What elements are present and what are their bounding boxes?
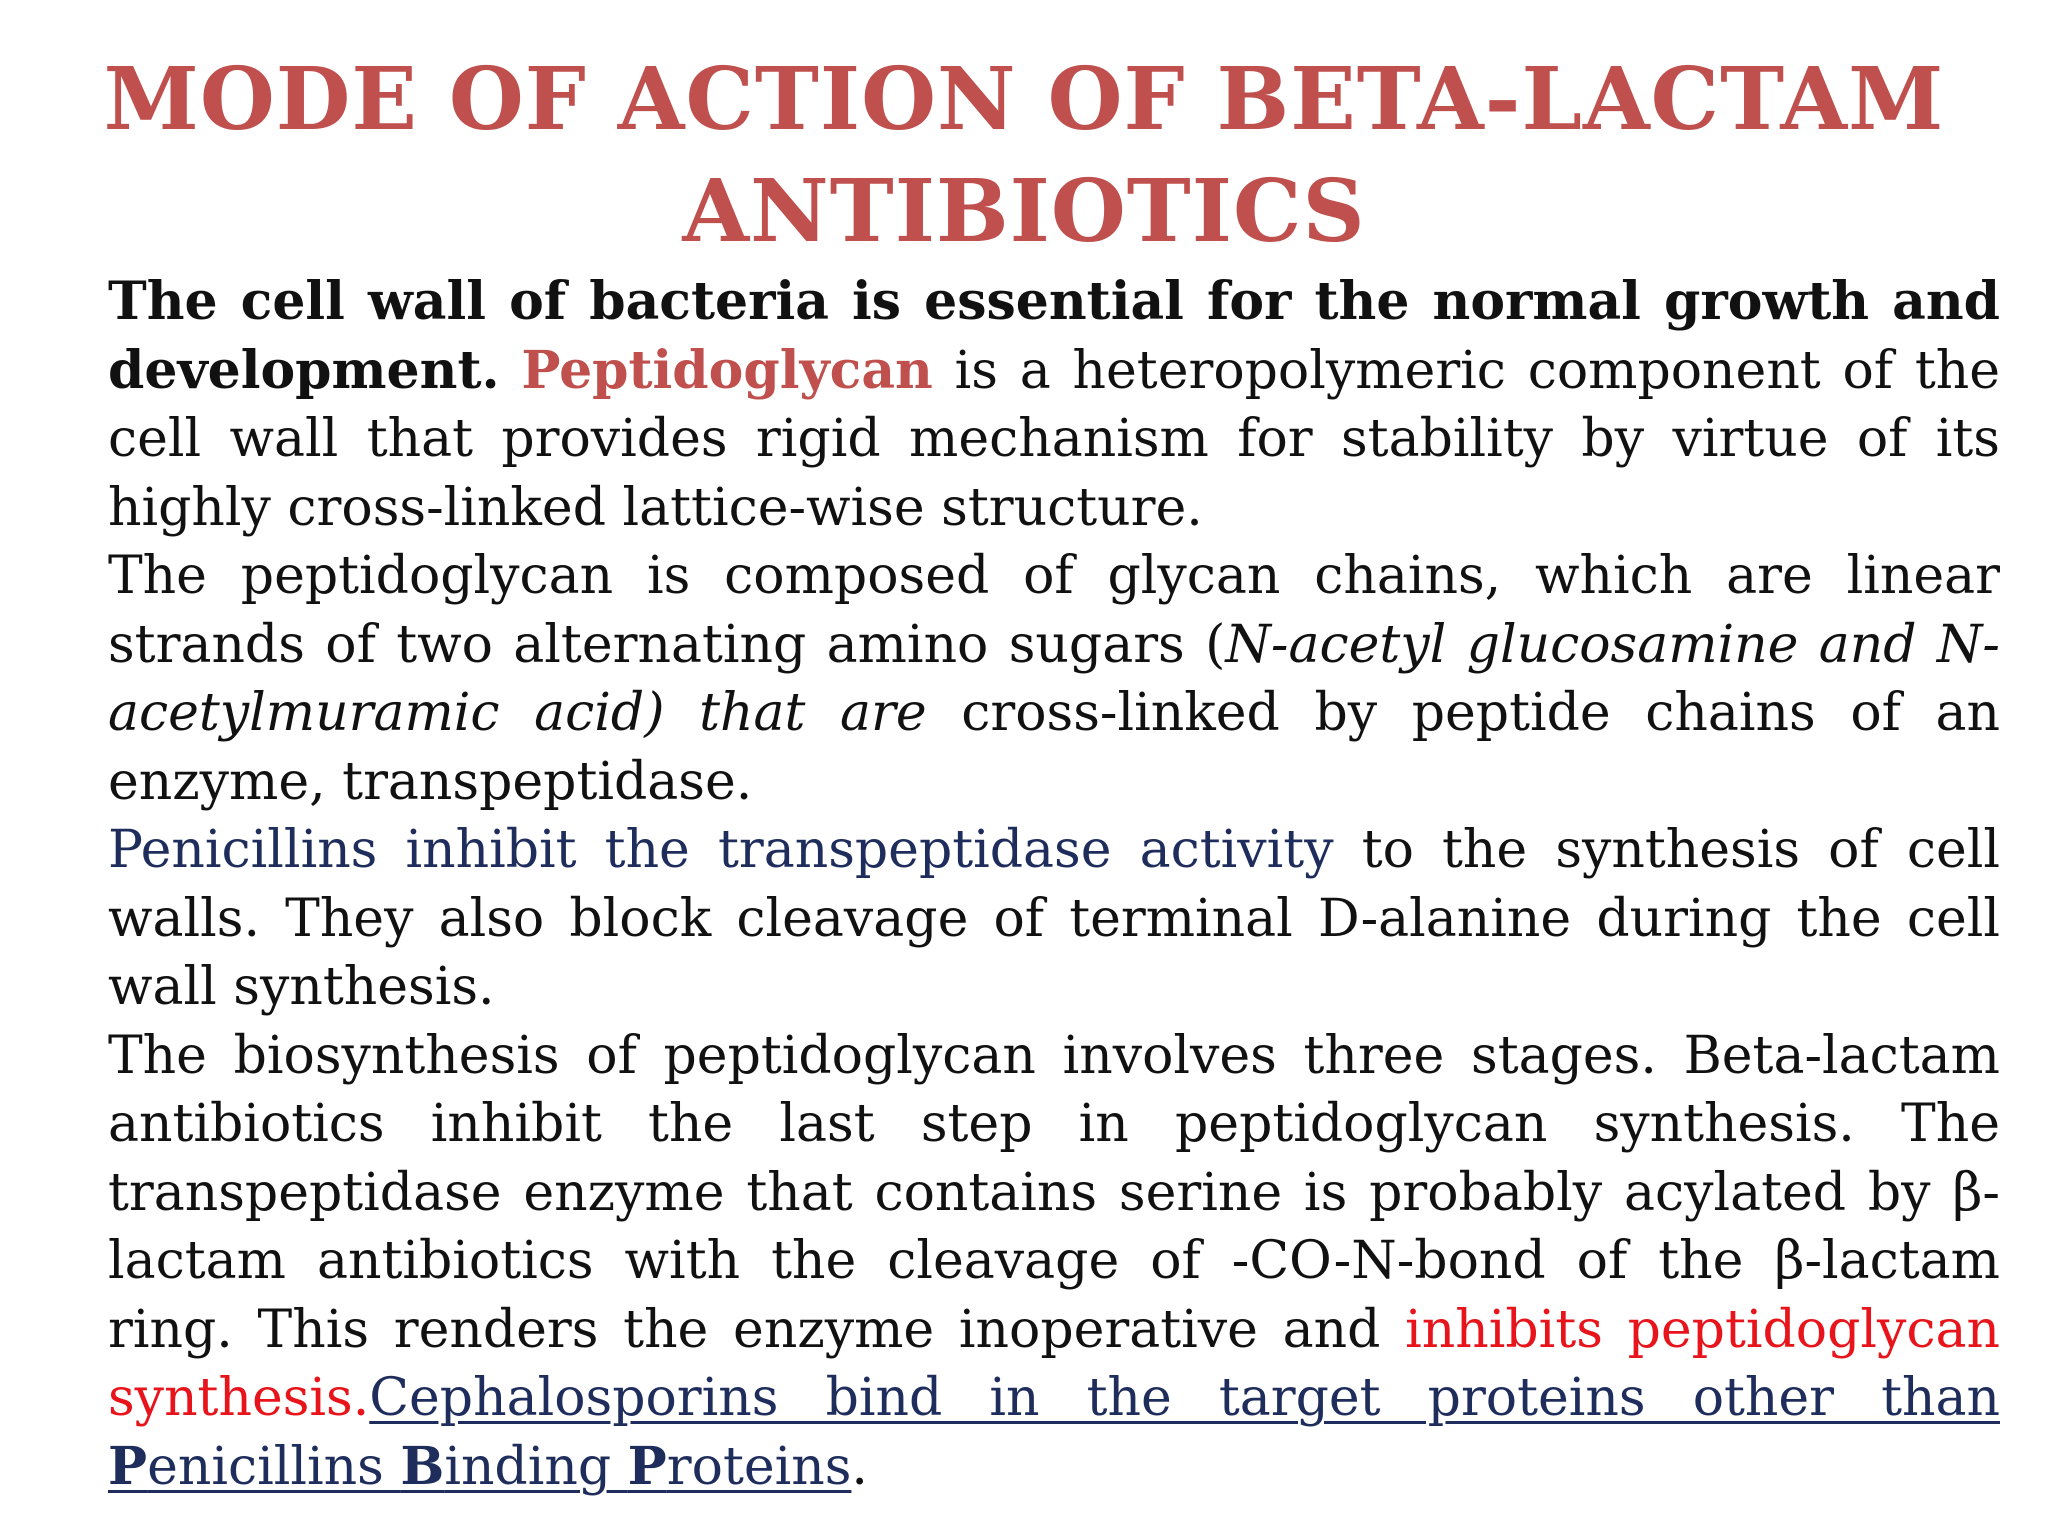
cross-link-text: cross-linked by peptide chains of an enzyme, transpeptidase. <box>108 683 2000 812</box>
paragraph-composition <box>108 542 2000 816</box>
composition-text: The peptidoglycan is composed of glycan chains, which are linear strands of two alternating amino sugars ( <box>108 546 2000 675</box>
penicillins-detail-text: to the synthesis of cell walls. They also block cleavage of terminal D-alanine during the cell wall synthesis. <box>108 820 2000 1017</box>
slide-title: MODE OF ACTION OF BETA-LACTAM ANTIBIOTICS <box>103 49 1945 262</box>
peptidoglycan-term: Peptidoglycan <box>521 339 933 401</box>
cell-wall-statement: The cell wall of bacteria is essential for the normal growth and development. <box>108 271 2000 401</box>
slide-body <box>108 268 2000 1501</box>
paragraph-biosynthesis <box>108 1022 2000 1502</box>
cephalosporins-link[interactable] <box>108 1368 2000 1497</box>
link-text-part: Cephalosporins bind in the target proteins other than <box>369 1368 2000 1428</box>
link-bold-p: P <box>108 1435 148 1497</box>
penicillins-inhibit-text: Penicillins inhibit the transpeptidase activity <box>108 820 1334 880</box>
biosynthesis-text: The biosynthesis of peptidoglycan involves three stages. Beta-lactam antibiotics inhibit the last step in peptidoglycan synthesis. The transpeptidase enzyme that contains serine is probably acylated by β-lactam antibiotics with the cleavage of -CO-N-bond of the β-lactam ring. This renders the enzyme inoperative and <box>108 1025 2000 1360</box>
peptidoglycan-description: is a heteropolymeric component of the cell wall that provides rigid mechanism for stability by virtue of its highly cross-linked lattice-wise structure. <box>108 340 2000 538</box>
paragraph-penicillins <box>108 816 2000 1022</box>
paragraph-cell-wall <box>108 268 2000 542</box>
link-text-part: enicillins <box>147 1436 401 1497</box>
inhibits-synthesis-text: inhibits peptidoglycan synthesis. <box>108 1299 2000 1428</box>
link-bold-b: B <box>400 1435 445 1497</box>
amino-sugars-text: N-acetyl glucosamine and N-acetylmuramic acid) that are <box>108 614 2000 743</box>
link-text-part: inding <box>444 1436 628 1497</box>
final-period: . <box>851 1436 868 1497</box>
link-bold-p2: P <box>627 1435 667 1497</box>
link-text-part: roteins <box>666 1436 852 1497</box>
